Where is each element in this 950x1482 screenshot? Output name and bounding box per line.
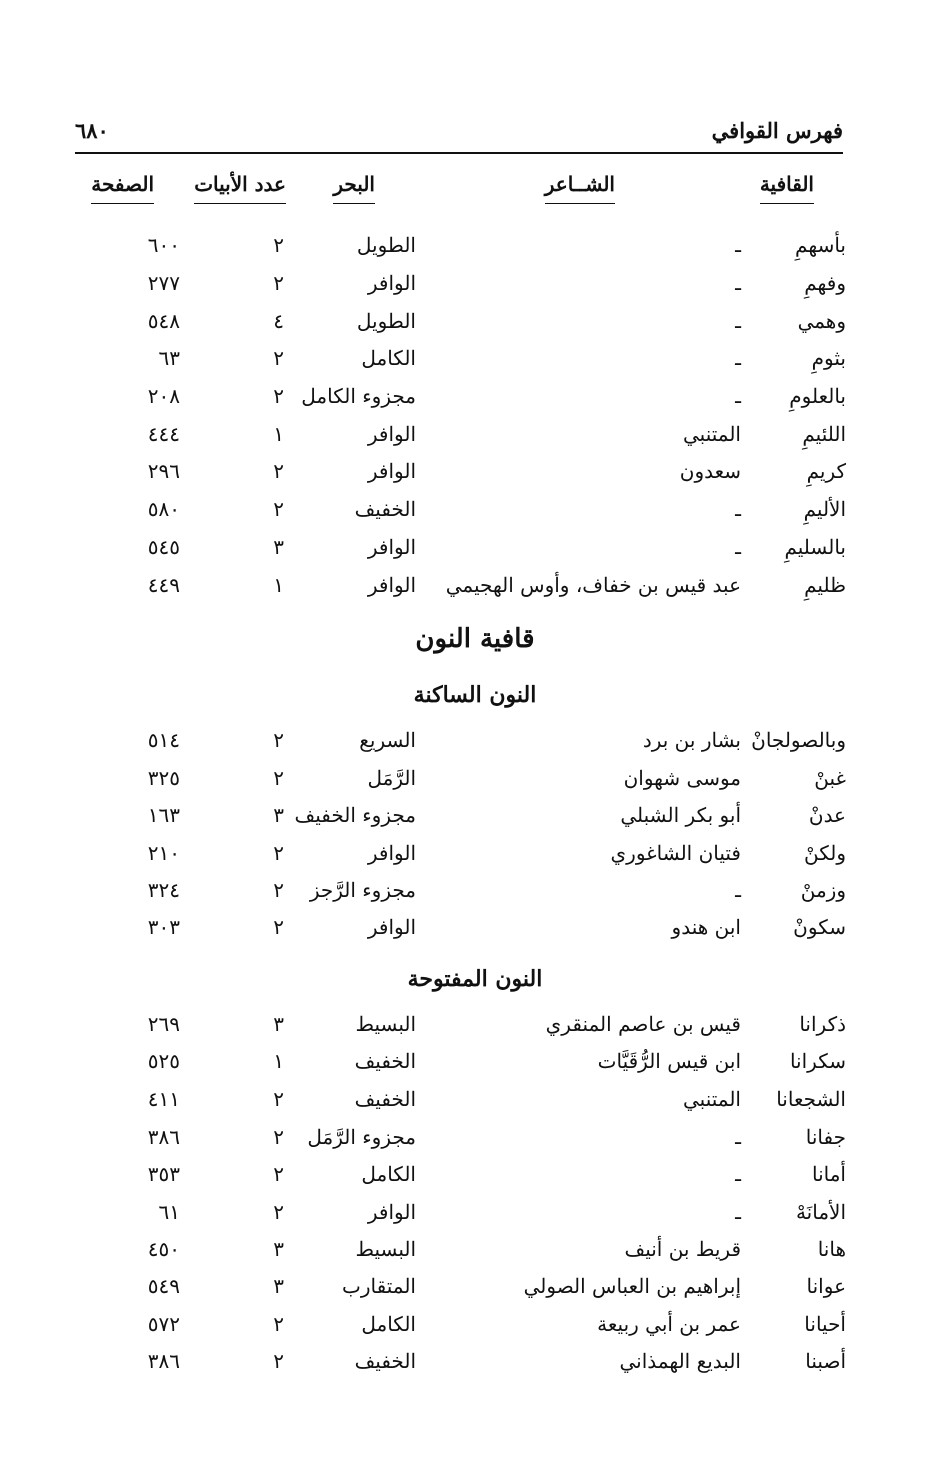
poet-cell: ـ (735, 1200, 741, 1224)
table-row (0, 915, 950, 949)
subsection-title-sakina: النون الساكنة (413, 682, 537, 708)
page-cell: ١٦٣ (147, 803, 180, 827)
poet-cell: ـ (735, 384, 741, 408)
verse-count-cell: ١ (273, 573, 284, 597)
page-cell: ٥٨٠ (147, 497, 180, 521)
verse-count-cell: ٢ (273, 233, 284, 257)
meter-cell: الوافر (367, 422, 416, 446)
page-cell: ٤٥٠ (147, 1237, 180, 1261)
meter-cell: الطويل (356, 309, 416, 333)
rhyme-cell: هانا (817, 1237, 846, 1261)
table-row (0, 346, 950, 380)
rhyme-cell: بالعلومِ (789, 384, 846, 408)
poet-cell: عبد قيس بن خفاف، وأوس الهجيمي (445, 573, 741, 597)
rhyme-cell: الأمانَهْ (795, 1200, 846, 1224)
rhyme-cell: ولكنْ (803, 841, 846, 865)
table-row (0, 233, 950, 267)
table-row (0, 1162, 950, 1196)
rhyme-cell: ذكرانا (799, 1012, 846, 1036)
column-header-page: الصفحة (91, 172, 154, 204)
page-cell: ٥٤٩ (147, 1274, 180, 1298)
verse-count-cell: ٢ (273, 1125, 284, 1149)
poet-cell: قيس بن عاصم المنقري (545, 1012, 741, 1036)
rhyme-cell: عدنْ (808, 803, 846, 827)
page-cell: ٣٢٥ (147, 766, 180, 790)
verse-count-cell: ٢ (273, 915, 284, 939)
poet-cell: ـ (735, 878, 741, 902)
verse-count-cell: ٣ (273, 1274, 284, 1298)
poet-cell: ـ (735, 497, 741, 521)
table-row (0, 878, 950, 912)
column-header-meter: البحر (333, 172, 375, 204)
rhyme-cell: وزمنْ (800, 878, 846, 902)
rhyme-cell: سكونْ (793, 915, 846, 939)
subsection-title-maftuha: النون المفتوحة (407, 966, 543, 992)
page-cell: ٦٠٠ (147, 233, 180, 257)
rhyme-cell: الشجعانا (776, 1087, 846, 1111)
page-cell: ٢٠٨ (147, 384, 180, 408)
rhyme-cell: سكرانا (789, 1049, 846, 1073)
table-row (0, 803, 950, 837)
poet-cell: فتيان الشاغوري (610, 841, 741, 865)
meter-cell: الخفيف (354, 1049, 416, 1073)
column-header-rhyme: القافية (760, 172, 814, 204)
verse-count-cell: ٢ (273, 459, 284, 483)
page-cell: ٤١١ (147, 1087, 180, 1111)
running-header (75, 118, 843, 154)
verse-count-cell: ٢ (273, 1087, 284, 1111)
table-row (0, 1125, 950, 1159)
verse-count-cell: ١ (273, 422, 284, 446)
rhyme-cell: الأليمِ (803, 497, 846, 521)
table-row (0, 497, 950, 531)
poet-cell: البديع الهمذاني (619, 1349, 741, 1373)
meter-cell: الوافر (367, 271, 416, 295)
rhyme-cell: وبالصولجانْ (751, 728, 846, 752)
table-row (0, 1312, 950, 1346)
verse-count-cell: ٢ (273, 878, 284, 902)
poet-cell: ـ (735, 346, 741, 370)
page-number: ٦٨٠ (75, 118, 109, 143)
meter-cell: البسيط (355, 1012, 416, 1036)
table-row (0, 384, 950, 418)
meter-cell: الوافر (367, 573, 416, 597)
rhyme-cell: بأسهمِ (795, 233, 846, 257)
verse-count-cell: ٢ (273, 1349, 284, 1373)
rhyme-cell: غبنْ (814, 766, 846, 790)
table-row (0, 1274, 950, 1308)
rhyme-cell: أمانا (811, 1162, 846, 1186)
meter-cell: السريع (359, 728, 416, 752)
rhyme-cell: أحيانا (804, 1312, 846, 1336)
table-row (0, 422, 950, 456)
meter-cell: الكامل (361, 346, 416, 370)
rhyme-cell: اللئيمِ (802, 422, 846, 446)
page-cell: ٣٨٦ (147, 1349, 180, 1373)
page-cell: ٣٠٣ (147, 915, 180, 939)
poet-cell: ـ (735, 535, 741, 559)
poet-cell: عمر بن أبي ربيعة (597, 1312, 741, 1336)
page-cell: ٣٥٣ (147, 1162, 180, 1186)
verse-count-cell: ٢ (273, 384, 284, 408)
meter-cell: الوافر (367, 535, 416, 559)
page-cell: ٦١ (158, 1200, 180, 1224)
rhyme-cell: بثومِ (811, 346, 846, 370)
table-row (0, 728, 950, 762)
meter-cell: مجزوء الكامل (301, 384, 416, 408)
verse-count-cell: ٢ (273, 1162, 284, 1186)
page-cell: ٥٤٥ (147, 535, 180, 559)
table-row (0, 535, 950, 569)
table-row (0, 841, 950, 875)
meter-cell: مجزوء الرَّمَل (307, 1125, 416, 1149)
rhyme-cell: أصبنا (805, 1349, 846, 1373)
page-cell: ٣٨٦ (147, 1125, 180, 1149)
column-header-poet: الشــاعر (545, 172, 615, 204)
verse-count-cell: ٣ (273, 535, 284, 559)
table-row (0, 1349, 950, 1383)
meter-cell: الخفيف (354, 1087, 416, 1111)
page-cell: ٢١٠ (147, 841, 180, 865)
meter-cell: الكامل (361, 1312, 416, 1336)
verse-count-cell: ٢ (273, 841, 284, 865)
table-row (0, 1200, 950, 1234)
poet-cell: أبو بكر الشبلي (620, 803, 741, 827)
poet-cell: سعدون (679, 459, 741, 483)
table-row (0, 1237, 950, 1271)
table-row (0, 309, 950, 343)
rhyme-cell: كريمِ (806, 459, 846, 483)
poet-cell: بشار بن برد (642, 728, 741, 752)
rhyme-cell: ظليمِ (804, 573, 846, 597)
table-row (0, 271, 950, 305)
verse-count-cell: ٣ (273, 803, 284, 827)
poet-cell: ابن هندو (671, 915, 741, 939)
meter-cell: البسيط (355, 1237, 416, 1261)
page-cell: ٥٢٥ (147, 1049, 180, 1073)
page-cell: ٥٧٢ (147, 1312, 180, 1336)
meter-cell: الوافر (367, 1200, 416, 1224)
table-row (0, 1087, 950, 1121)
verse-count-cell: ٣ (273, 1012, 284, 1036)
poet-cell: ـ (735, 1125, 741, 1149)
table-row (0, 573, 950, 607)
meter-cell: الوافر (367, 915, 416, 939)
poet-cell: المتنبي (683, 422, 741, 446)
page-cell: ٢٦٩ (147, 1012, 180, 1036)
page-cell: ٤٤٤ (147, 422, 180, 446)
verse-count-cell: ٢ (273, 346, 284, 370)
meter-cell: الوافر (367, 459, 416, 483)
page-cell: ٤٤٩ (147, 573, 180, 597)
table-row (0, 766, 950, 800)
table-row (0, 1012, 950, 1046)
verse-count-cell: ٤ (273, 309, 284, 333)
table-row (0, 459, 950, 493)
verse-count-cell: ٢ (273, 271, 284, 295)
verse-count-cell: ٢ (273, 766, 284, 790)
poet-cell: موسى شهوان (623, 766, 741, 790)
meter-cell: الطويل (356, 233, 416, 257)
column-header-count: عدد الأبيات (194, 172, 286, 204)
poet-cell: ـ (735, 271, 741, 295)
meter-cell: الكامل (361, 1162, 416, 1186)
verse-count-cell: ٣ (273, 1237, 284, 1261)
poet-cell: ابن قيس الرُّقَيَّات (597, 1049, 741, 1073)
verse-count-cell: ٢ (273, 497, 284, 521)
meter-cell: الخفيف (354, 1349, 416, 1373)
rhyme-cell: بالسليمِ (784, 535, 846, 559)
poet-cell: قريط بن أنيف (624, 1237, 741, 1261)
section-title-nun: قافية النون (415, 624, 535, 654)
meter-cell: الرَّمَل (367, 766, 416, 790)
meter-cell: الخفيف (354, 497, 416, 521)
page-cell: ٣٢٤ (147, 878, 180, 902)
table-row (0, 1049, 950, 1083)
page-cell: ٢٧٧ (147, 271, 180, 295)
verse-count-cell: ٢ (273, 1200, 284, 1224)
rhyme-cell: عوانا (806, 1274, 846, 1298)
page-cell: ٢٩٦ (147, 459, 180, 483)
page-cell: ٦٣ (158, 346, 180, 370)
verse-count-cell: ١ (273, 1049, 284, 1073)
verse-count-cell: ٢ (273, 728, 284, 752)
running-title: فهرس القوافي (711, 118, 843, 143)
meter-cell: المتقارب (342, 1274, 416, 1298)
meter-cell: مجزوء الرَّجز (309, 878, 416, 902)
poet-cell: ـ (735, 309, 741, 333)
verse-count-cell: ٢ (273, 1312, 284, 1336)
rhyme-cell: وهمي (797, 309, 846, 333)
meter-cell: الوافر (367, 841, 416, 865)
page-cell: ٥١٤ (147, 728, 180, 752)
rhyme-cell: جفانا (805, 1125, 846, 1149)
poet-cell: المتنبي (683, 1087, 741, 1111)
poet-cell: ـ (735, 1162, 741, 1186)
poet-cell: ـ (735, 233, 741, 257)
page-cell: ٥٤٨ (147, 309, 180, 333)
rhyme-cell: وفهمِ (804, 271, 846, 295)
meter-cell: مجزوء الخفيف (294, 803, 416, 827)
poet-cell: إبراهيم بن العباس الصولي (523, 1274, 741, 1298)
